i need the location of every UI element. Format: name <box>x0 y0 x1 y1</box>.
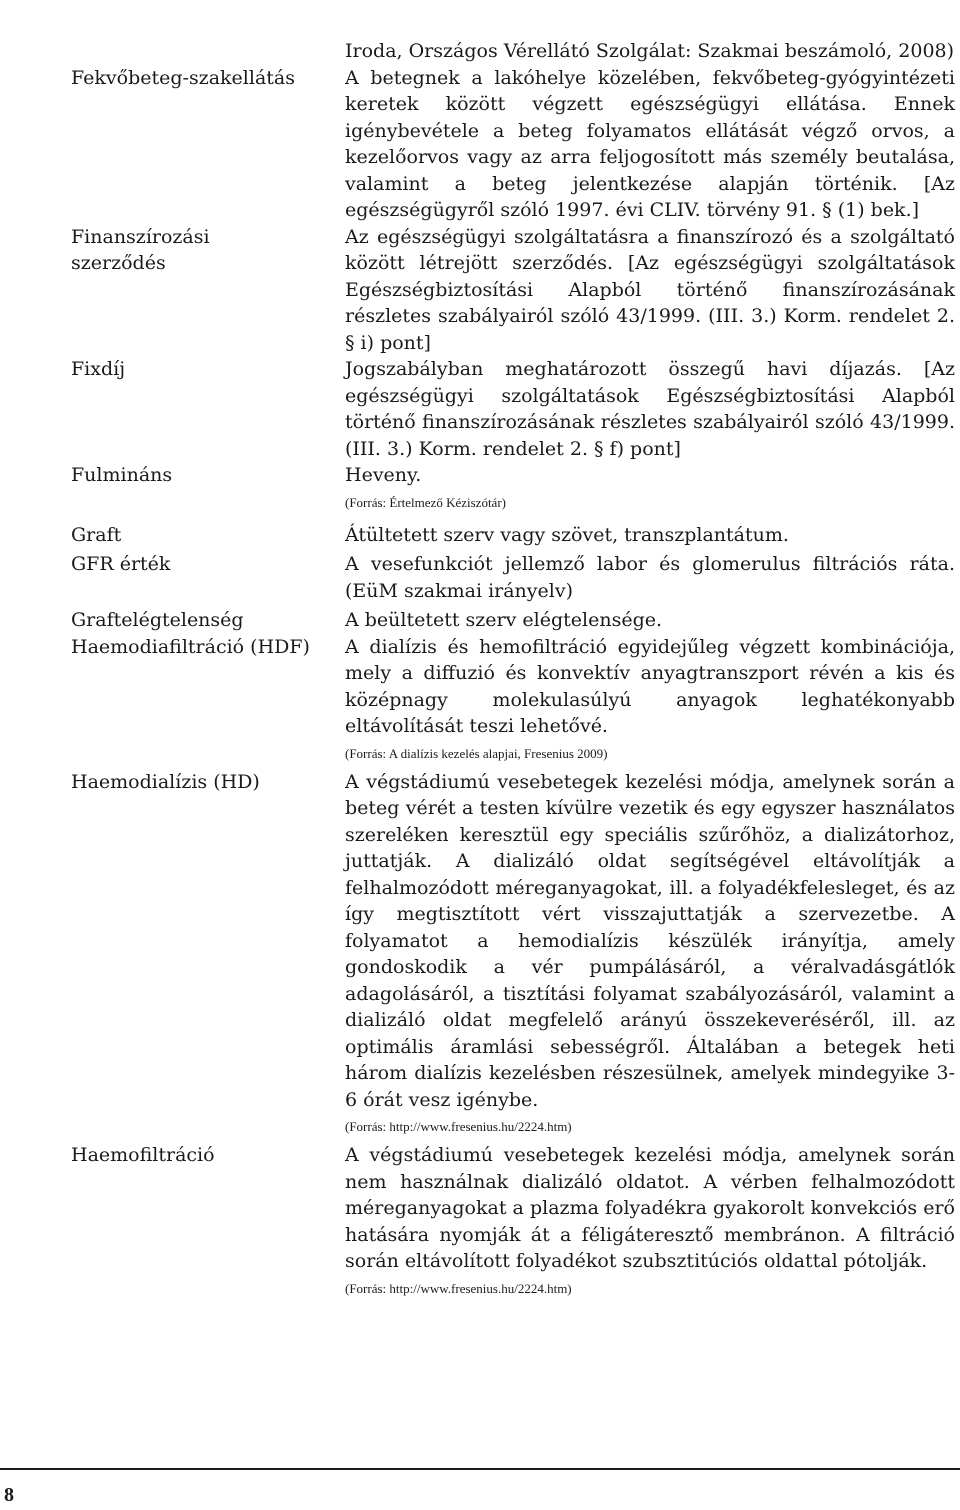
glossary-entry <box>71 224 955 357</box>
glossary-definition: Iroda, Országos Vérellátó Szolgálat: Szakmai beszámoló, 2008) <box>345 40 955 62</box>
glossary-source: (Forrás: http://www.fresenius.hu/2224.htm) <box>345 1280 572 1296</box>
glossary-definition: Jogszabályban meghatározott összegű havi díjazás. [Az egészségügyi szolgáltatások Egészségbiztosítási Alapból történő finanszírozásának részletes szabályairól szóló 43/1999. (III. 3.) Korm. rendelet 2. § f) pont] <box>345 358 955 460</box>
glossary-definition-block <box>345 1142 955 1304</box>
glossary-term: Graftelégtelenség <box>71 609 244 631</box>
glossary-definition: A betegnek a lakóhelye közelében, fekvőbeteg-gyógyintézeti keretek között végzett egészségügyi ellátása. Ennek igénybevétele a beteg folyamatos ellátását végző orvos, a kezelőorvos vagy az arra feljogosított más személy beutalása, valamint a beteg jelentkezése alapján történik. [Az egészségügyről szóló 1997. évi CLIV. törvény 91. § (1) bek.] <box>345 66 955 221</box>
glossary-entry <box>71 1142 955 1304</box>
glossary-definition: A végstádiumú vesebetegek kezelési módja, amelynek során a beteg vérét a testen kívülre vezetik és egy egyszer használatos szereléken keresztül egy speciális szűrőhöz, a dializátorhoz, juttatják. A dializáló oldat segítségével eltávolítják a felhalmozódott méreganyagokat, ill. a folyadékfelesleget, és az így megtisztított vért visszajuttatják a szervezetbe. A folyamatot a hemodialízis készülék irányítja, amely gondoskodik a vér pumpálásáról, a véralvadásgátlók adagolásáról, a tisztítási folyamat szabályozásáról, valamint a dializáló oldat megfelelő arányú összekeveréséről, ill. az optimális áramlási sebességről. Általában a betegek heti három dialízis kezelésben részesülnek, amelyek mindegyike 3-6 órát vesz igénybe. <box>345 770 955 1111</box>
glossary-term: Graft <box>71 523 122 546</box>
glossary-entry <box>71 634 955 769</box>
glossary-term: Haemodialízis (HD) <box>71 770 260 793</box>
glossary-definition: Heveny. <box>345 464 422 486</box>
glossary-definition: A beültetett szerv elégtelensége. <box>345 609 663 631</box>
glossary-source: (Forrás: A dialízis kezelés alapjai, Fresenius 2009) <box>345 745 608 761</box>
glossary-definition: A dialízis és hemofiltráció egyidejűleg végzett kombinációja, mely a diffuzió és konvektív anyagtranszport révén a kis és középnagy molekulasúlyú anyagok leghatékonyabb eltávolítását teszi lehetővé. <box>345 635 955 737</box>
page-number: 8 <box>4 1484 14 1506</box>
glossary-entry <box>71 38 955 65</box>
glossary-term: Fekvőbeteg-szakellátás <box>71 66 295 89</box>
footer-rule <box>0 1468 960 1470</box>
glossary-entry <box>71 607 955 634</box>
glossary-entry <box>71 551 955 604</box>
glossary-entry <box>71 522 955 549</box>
glossary-term: Haemofiltráció <box>71 1144 215 1166</box>
glossary-term: Finanszírozási szerződés <box>71 225 210 274</box>
glossary-term: GFR érték <box>71 553 171 575</box>
glossary-entry <box>71 769 955 1143</box>
glossary-term: Fulmináns <box>71 464 173 486</box>
glossary-entry <box>71 65 955 224</box>
glossary-definition-block <box>345 769 955 1143</box>
glossary-list <box>71 38 955 1304</box>
glossary-definition-block <box>345 462 955 518</box>
glossary-source: (Forrás: http://www.fresenius.hu/2224.htm) <box>345 1119 572 1134</box>
glossary-entry <box>71 462 955 518</box>
glossary-term: Haemodiafiltráció (HDF) <box>71 635 310 658</box>
glossary-entry <box>71 356 955 462</box>
glossary-definition: Átültetett szerv vagy szövet, transzplantátum. <box>345 523 789 546</box>
glossary-definition: A végstádiumú vesebetegek kezelési módja, amelynek során nem használnak dializáló oldatot. A vérben felhalmozódott méreganyagokat a plazma folyadékra gyakorolt konvekciós erő hatására nyomják át a féligáteresztő membránon. A filtráció során eltávolított folyadékot szubsztitúciós oldattal pótolják. <box>345 1144 955 1272</box>
glossary-definition: Az egészségügyi szolgáltatásra a finanszírozó és a szolgáltató között létrejött szerződés. [Az egészségügyi szolgáltatások Egészségbiztosítási Alapból történő finanszírozásának részletes szabályairól szóló 43/1999. (III. 3.) Korm. rendelet 2. § i) pont] <box>345 225 955 354</box>
glossary-term: Fixdíj <box>71 358 126 380</box>
glossary-definition-block <box>345 634 955 769</box>
glossary-definition: A vesefunkciót jellemző labor és glomerulus filtrációs ráta. (EüM szakmai irányelv) <box>345 553 955 602</box>
glossary-source: (Forrás: Értelmező Kéziszótár) <box>345 494 506 510</box>
